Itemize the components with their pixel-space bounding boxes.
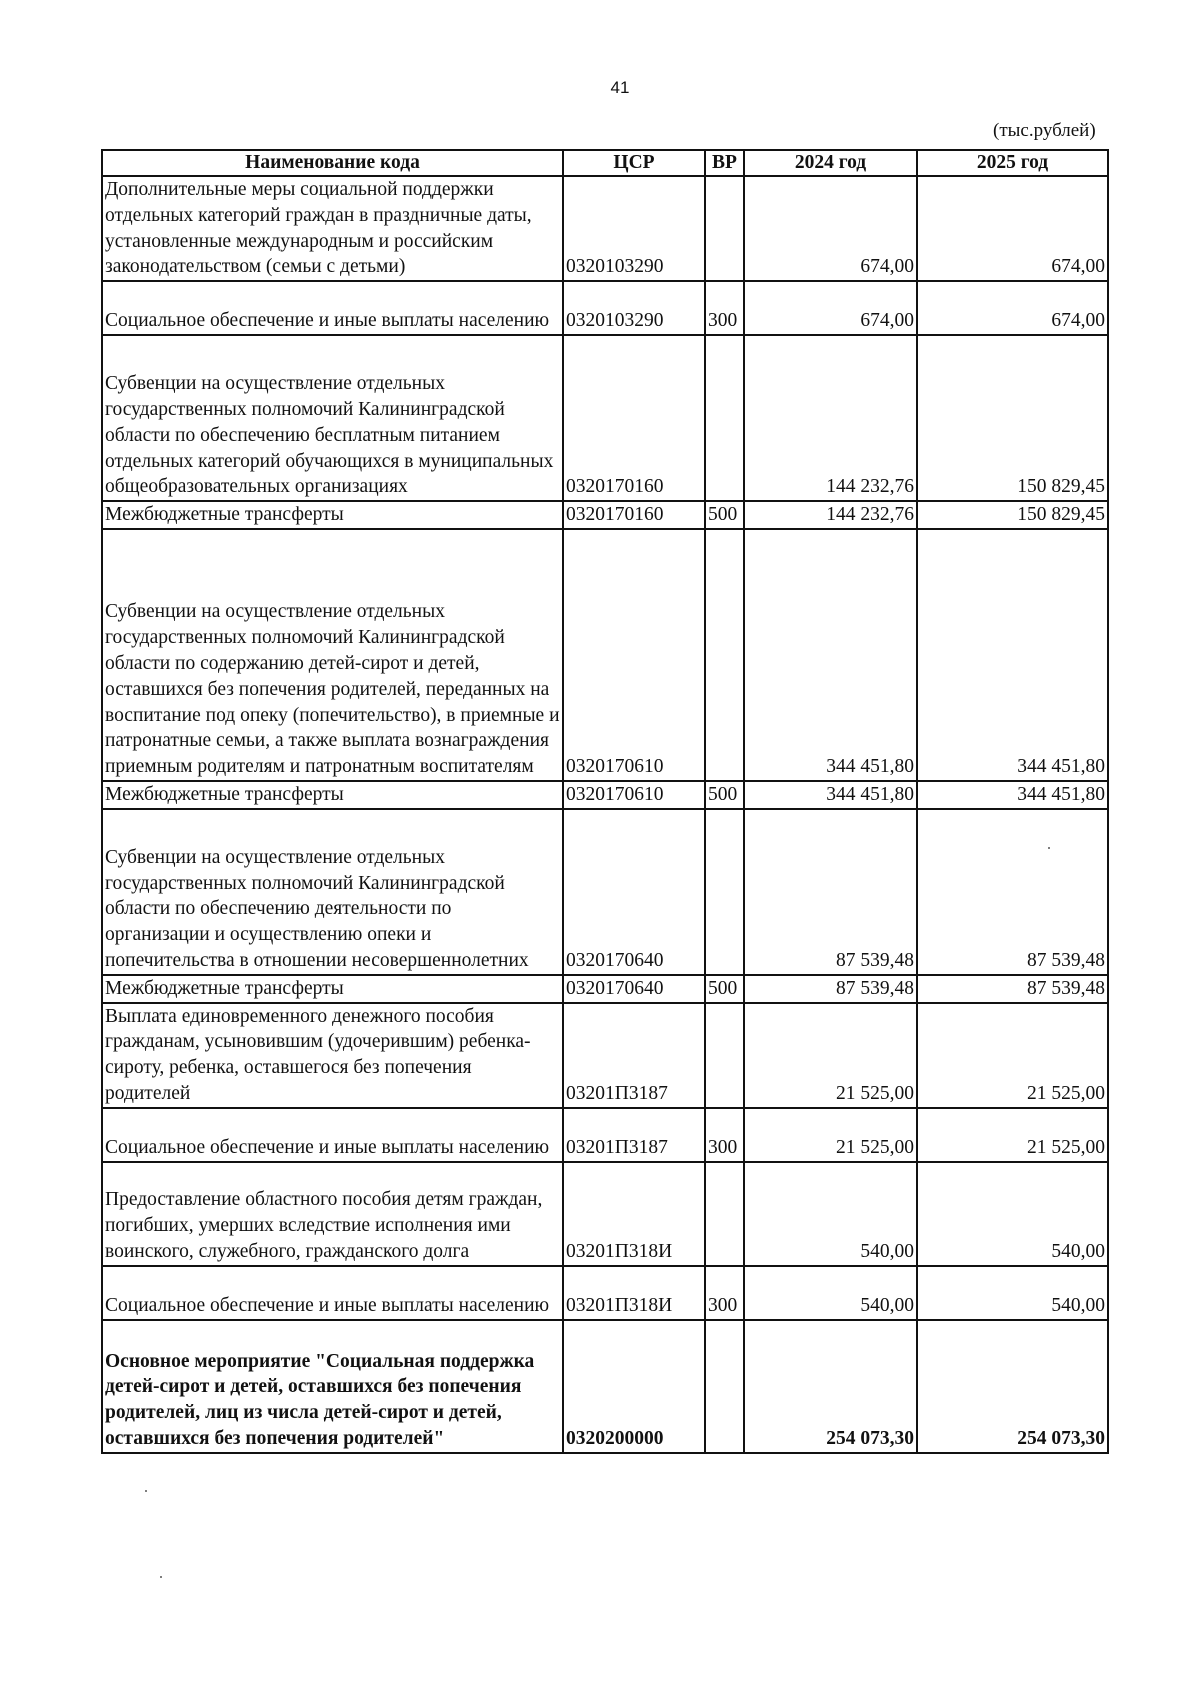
row-name: Социальное обеспечение и иные выплаты населению — [102, 281, 563, 335]
table-row — [102, 529, 1108, 781]
row-vr: 500 — [705, 975, 744, 1003]
table-row — [102, 809, 1108, 975]
row-csr: 0320103290 — [563, 176, 705, 281]
table-row — [102, 335, 1108, 501]
row-name: Дополнительные меры социальной поддержки отдельных категорий граждан в праздничные даты, установленные международным и российским законодательством (семьи с детьми) — [102, 176, 563, 281]
row-2025: 674,00 — [917, 281, 1108, 335]
row-name: Субвенции на осуществление отдельных государственных полномочий Калининградской области по содержанию детей-сирот и детей, оставшихся без попечения родителей, переданных на воспитание под опеку (попечительство), в приемные и патронатные семьи, а также выплата вознаграждения приемным родителям и патронатным воспитателям — [102, 529, 563, 781]
row-name: Межбюджетные трансферты — [102, 501, 563, 529]
column-header-vr: ВР — [705, 150, 744, 176]
row-vr: 500 — [705, 501, 744, 529]
scan-speck — [1048, 847, 1050, 849]
row-2025: 254 073,30 — [917, 1320, 1108, 1453]
scan-speck — [145, 1490, 147, 1492]
table-row — [102, 975, 1108, 1003]
row-2025: 674,00 — [917, 176, 1108, 281]
row-name: Межбюджетные трансферты — [102, 975, 563, 1003]
row-csr: 0320170160 — [563, 335, 705, 501]
row-2025: 540,00 — [917, 1266, 1108, 1320]
row-2024: 21 525,00 — [744, 1003, 917, 1108]
row-name: Субвенции на осуществление отдельных государственных полномочий Калининградской области по обеспечению бесплатным питанием отдельных категорий обучающихся в муниципальных общеобразовательных организациях — [102, 335, 563, 501]
row-csr: 0320170610 — [563, 529, 705, 781]
row-csr: 0320170640 — [563, 975, 705, 1003]
scan-speck — [160, 1576, 162, 1578]
row-vr — [705, 809, 744, 975]
row-name: Предоставление областного пособия детям граждан, погибших, умерших вследствие исполнения ими воинского, служебного, гражданского долга — [102, 1162, 563, 1266]
row-2024: 540,00 — [744, 1162, 917, 1266]
row-name: Социальное обеспечение и иные выплаты населению — [102, 1108, 563, 1162]
row-csr: 0320170610 — [563, 781, 705, 809]
row-name: Субвенции на осуществление отдельных государственных полномочий Калининградской области по обеспечению деятельности по организации и осуществлению опеки и попечительства в отношении несовершеннолетних — [102, 809, 563, 975]
row-csr: 0320103290 — [563, 281, 705, 335]
table-row — [102, 1108, 1108, 1162]
table-header-row — [102, 150, 1108, 176]
row-2024: 344 451,80 — [744, 781, 917, 809]
row-2024: 87 539,48 — [744, 809, 917, 975]
row-2025: 21 525,00 — [917, 1003, 1108, 1108]
row-2025: 21 525,00 — [917, 1108, 1108, 1162]
row-2024: 87 539,48 — [744, 975, 917, 1003]
row-2024: 254 073,30 — [744, 1320, 917, 1453]
column-header-csr: ЦСР — [563, 150, 705, 176]
row-csr: 0320170640 — [563, 809, 705, 975]
row-vr: 300 — [705, 1266, 744, 1320]
row-name: Межбюджетные трансферты — [102, 781, 563, 809]
table-row — [102, 1003, 1108, 1108]
row-name: Основное мероприятие "Социальная поддержка детей-сирот и детей, оставшихся без попечения родителей, лиц из числа детей-сирот и детей, оставшихся без попечения родителей" — [102, 1320, 563, 1453]
row-2025: 344 451,80 — [917, 781, 1108, 809]
row-2024: 144 232,76 — [744, 501, 917, 529]
row-2024: 674,00 — [744, 281, 917, 335]
table-row — [102, 1162, 1108, 1266]
table-row — [102, 281, 1108, 335]
row-vr — [705, 1320, 744, 1453]
row-2025: 150 829,45 — [917, 501, 1108, 529]
table-row — [102, 501, 1108, 529]
table-row-total — [102, 1320, 1108, 1453]
row-2025: 344 451,80 — [917, 529, 1108, 781]
budget-table — [101, 149, 1109, 1454]
row-2025: 150 829,45 — [917, 335, 1108, 501]
row-vr: 300 — [705, 281, 744, 335]
row-name: Социальное обеспечение и иные выплаты населению — [102, 1266, 563, 1320]
row-vr: 300 — [705, 1108, 744, 1162]
row-vr — [705, 176, 744, 281]
row-2024: 344 451,80 — [744, 529, 917, 781]
row-csr: 03201П3187 — [563, 1003, 705, 1108]
page-number: 41 — [610, 78, 630, 97]
row-2024: 540,00 — [744, 1266, 917, 1320]
row-vr — [705, 529, 744, 781]
row-csr: 03201П3187 — [563, 1108, 705, 1162]
table-row — [102, 1266, 1108, 1320]
row-csr: 0320200000 — [563, 1320, 705, 1453]
row-2024: 674,00 — [744, 176, 917, 281]
table-row — [102, 176, 1108, 281]
row-csr: 03201П318И — [563, 1266, 705, 1320]
row-2025: 540,00 — [917, 1162, 1108, 1266]
row-csr: 03201П318И — [563, 1162, 705, 1266]
units-label: (тыс.рублей) — [993, 120, 1096, 141]
row-2024: 21 525,00 — [744, 1108, 917, 1162]
row-vr — [705, 1003, 744, 1108]
table-row — [102, 781, 1108, 809]
column-header-2024: 2024 год — [744, 150, 917, 176]
row-2024: 144 232,76 — [744, 335, 917, 501]
row-name: Выплата единовременного денежного пособия гражданам, усыновившим (удочерившим) ребенка-сироту, ребенка, оставшегося без попечения родителей — [102, 1003, 563, 1108]
row-2025: 87 539,48 — [917, 809, 1108, 975]
row-vr — [705, 1162, 744, 1266]
column-header-2025: 2025 год — [917, 150, 1108, 176]
row-csr: 0320170160 — [563, 501, 705, 529]
column-header-name: Наименование кода — [102, 150, 563, 176]
row-vr — [705, 335, 744, 501]
row-vr: 500 — [705, 781, 744, 809]
row-2025: 87 539,48 — [917, 975, 1108, 1003]
